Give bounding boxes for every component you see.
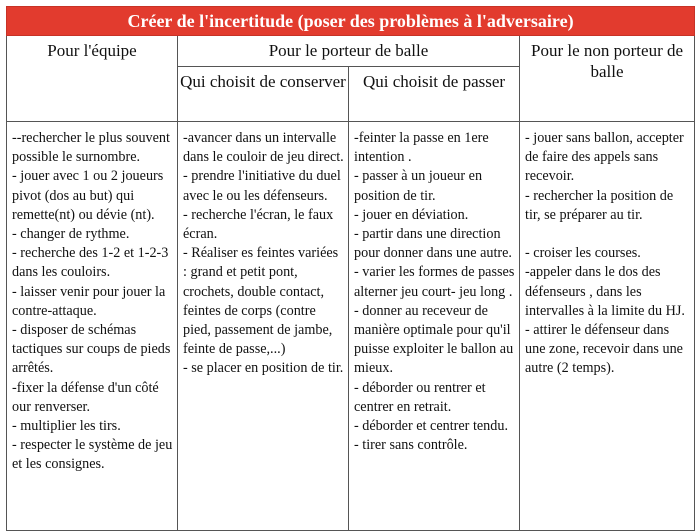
header-team: Pour l'équipe [7, 36, 178, 122]
list-item: - rechercher la position de tir, se préparer au tir. [525, 187, 674, 223]
column-pass [349, 122, 520, 531]
list-item: -avancer dans un intervalle dans le couloir de jeu direct. [183, 130, 344, 166]
list-item: - recherche des 1-2 et 1-2-3 dans les couloirs. [12, 245, 169, 281]
list-item: -fixer la défense d'un côté our renverser. [12, 379, 159, 415]
list-item: - déborder ou rentrer et centrer en retrait. [354, 379, 486, 415]
list-item: - donner au receveur de manière optimale pour qu'il puisse exploiter le ballon au mieux. [354, 302, 514, 377]
header-ball-carrier: Pour le porteur de balle [178, 36, 520, 67]
list-item: - Réaliser es feintes variées : grand et petit pont, crochets, double contact, feintes de corps (contre pied, passement de jambe, feinte de passe,...) [183, 245, 339, 358]
list-item: - jouer en déviation. [354, 206, 469, 223]
list-item: -appeler dans le dos des défenseurs , dans les intervalles à la limite du HJ. [525, 264, 685, 319]
list-item: --rechercher le plus souvent possible le surnombre. [12, 130, 170, 166]
table-title: Créer de l'incertitude (poser des problèmes à l'adversaire) [7, 7, 695, 36]
list-item: - jouer avec 1 ou 2 joueurs pivot (dos au but) qui remette(nt) ou dévie (nt). [12, 168, 164, 223]
list-item: - déborder et centrer tendu. [354, 418, 509, 435]
list-item: - prendre l'initiative du duel avec le ou les défenseurs. [183, 168, 341, 204]
list-item: - jouer sans ballon, accepter de faire des appels sans recevoir. [525, 130, 684, 185]
list-item: - passer à un joueur en position de tir. [354, 168, 483, 204]
header-non-carrier: Pour le non porteur de balle [520, 36, 695, 122]
list-item: - varier les formes de passes alterner jeu court- jeu long . [354, 264, 515, 300]
list-item: - croiser les courses. [525, 245, 641, 262]
list-item: - changer de rythme. [12, 226, 130, 243]
list-item [525, 225, 691, 244]
list-item: - se placer en position de tir. [183, 360, 344, 377]
list-item: -feinter la passe en 1ere intention . [354, 130, 489, 166]
list-item: - multiplier les tirs. [12, 418, 121, 435]
subheader-keep: Qui choisit de conserver [178, 67, 349, 122]
list-item: - laisser venir pour jouer la contre-attaque. [12, 283, 166, 319]
list-item: - respecter le système de jeu et les consignes. [12, 437, 173, 473]
list-item: - partir dans une direction pour donner dans une autre. [354, 226, 512, 262]
tactics-table [6, 6, 695, 531]
column-team [7, 122, 178, 531]
list-item: - attirer le défenseur dans une zone, recevoir dans une autre (2 temps). [525, 322, 683, 377]
list-item: - disposer de schémas tactiques sur coups de pieds arrêtés. [12, 322, 171, 377]
column-keep [178, 122, 349, 531]
column-non-carrier [520, 122, 695, 531]
list-item: - recherche l'écran, le faux écran. [183, 206, 334, 243]
subheader-pass: Qui choisit de passer [349, 67, 520, 122]
list-item: - tirer sans contrôle. [354, 437, 468, 454]
